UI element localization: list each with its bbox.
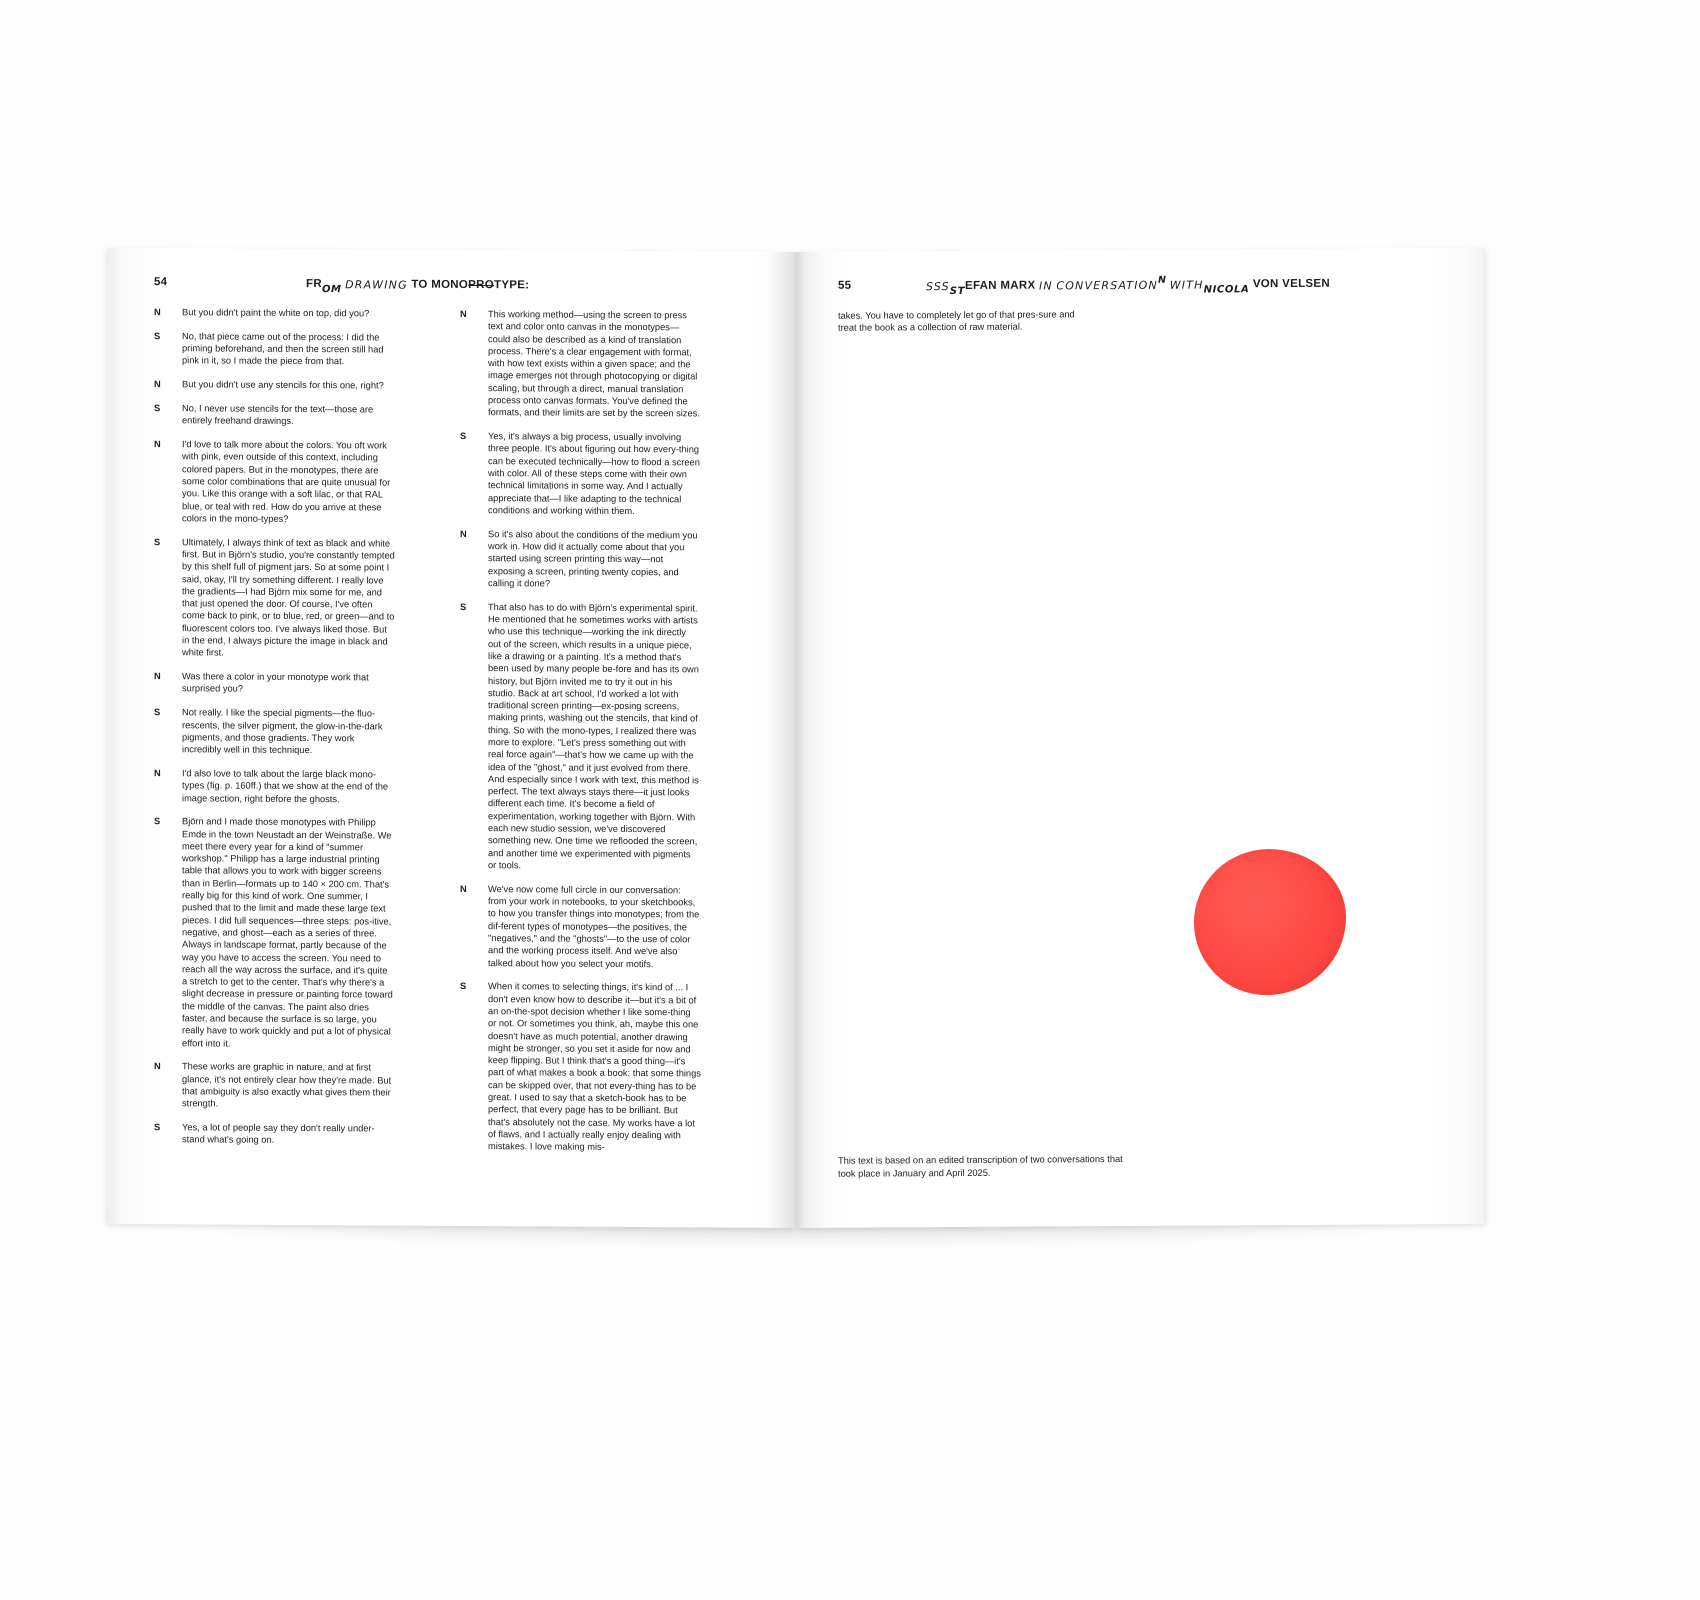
qa-text: I'd love to talk more about the colors. You oft work with pink, even outside of this context, including colored papers. But in the monotypes, there are some color combinations that are quite unusual for you. Like this orange with a soft lilac, or that RAL blue, or teal with red. How do you arrive at these colors in the mono-types? (182, 439, 391, 524)
speaker-label: N (460, 308, 467, 319)
runhead-part-conversation: CONVERSATION (1056, 278, 1158, 292)
speaker-label: N (154, 1061, 161, 1072)
red-ink-blob (1194, 849, 1346, 996)
right-page (796, 248, 1484, 1228)
qa-block (154, 330, 395, 368)
speaker-label: S (154, 816, 161, 827)
runhead-part-nicola: NICOLA (1203, 284, 1250, 296)
speaker-label: N (154, 379, 161, 390)
qa-text: But you didn't use any stencils for this one, right? (182, 379, 384, 391)
qa-block (460, 430, 701, 518)
runhead-part-marx: MARX (1000, 279, 1036, 292)
qa-text: No, that piece came out of the process: I did the priming beforehand, and then the screen still had pink in it, so I made the piece from that. (182, 331, 384, 367)
qa-block (460, 308, 701, 420)
right-column-one (838, 308, 1083, 346)
qa-block (460, 528, 701, 591)
qa-block (154, 438, 395, 526)
qa-block (154, 706, 395, 757)
runhead-part-with: WITH (1169, 278, 1204, 292)
qa-text: Björn and I made those monotypes with Philipp Emde in the town Neustadt an der Weinstraße. We meet there every year for a kind of "summer workshop." Philipp has a large industrial printing table that allows you to work with bigger screens than in Berlin—formats up to 140 × 200 cm. That's really big for this kind of work. One summer, I pushed that to the limit and made these large text pieces. I did full sequences—three steps: pos-itive, negative, and ghost—each as a series of three. Always in landscape format, partly because of the way you have to access the screen. You need to reach all the way across the surface, and it's quite a stretch to get to the center. That's why there's a slight decrease in pressure or painting force toward the middle of the canvas. The paint also dries faster, and because the surface is so large, you really have to work quickly and put a lot of physical effort into it. (182, 816, 393, 1049)
qa-text: Not really. I like the special pigments—the fluo-rescents, the silver pigment, the glow-in-the-dark pigments, and those gradients. They work incredibly well in this technique. (182, 707, 383, 756)
runhead-part-von-velsen: VON VELSEN (1252, 277, 1330, 291)
qa-block (154, 536, 395, 660)
speaker-label: N (154, 671, 161, 682)
runhead-part-om: OM (321, 284, 342, 296)
qa-text: Yes, it's always a big process, usually involving three people. It's about figuring out how every-thing can be executed technically—how to flood a screen with color. All of these steps come with their own technical limitations in some way. And I actually appreciate that—I like adapting to the technical conditions and working within them. (488, 431, 700, 516)
qa-block (154, 402, 395, 428)
continuation-paragraph: takes. You have to completely let go of that pres-sure and treat the book as a collection of raw material. (838, 309, 1075, 334)
speaker-label: S (154, 403, 161, 414)
qa-block (154, 670, 395, 696)
runhead-part-pro-struck: PRO (468, 278, 494, 292)
speaker-label: S (460, 981, 467, 992)
speaker-label: N (460, 883, 467, 894)
colophon-note: This text is based on an edited transcription of two conversations that took place in January and April 2025. (838, 1154, 1123, 1179)
runhead-part-drawing: DRAWING (345, 277, 408, 292)
runhead-part-in: IN (1038, 278, 1053, 293)
speaker-label: S (154, 536, 161, 547)
runhead-part-to: TO (411, 278, 428, 291)
speaker-label: S (154, 330, 161, 341)
speaker-label: S (154, 1122, 161, 1133)
folio-left: 54 (154, 276, 168, 289)
qa-text: Ultimately, I always think of text as black and white first. But in Björn's studio, you're constantly tempted by this shelf full of pigment jars. So at some point I said, okay, I'll try something different. I really love the gradients—I had Björn mix some for me, and that just opened the door. Of course, I've often come back to pink, or to blue, red, or green—and to fluorescent colors too. I've always liked those. But in the end, I always picture the image in black and white first. (182, 536, 395, 658)
runhead-part-from: FR (306, 278, 322, 291)
qa-text: These works are graphic in nature, and at first glance, it's not entirely clear how they're made. But that ambiguity is also exactly what gives them their strength. (182, 1061, 392, 1109)
qa-text: I'd also love to talk about the large black mono-types (fig. p. 160ff.) that we show at the end of the image section, right before the ghosts. (182, 768, 389, 804)
qa-text: No, I never use stencils for the text—those are entirely freehand drawings. (182, 403, 374, 427)
right-page-edge (1483, 258, 1484, 1214)
qa-block (154, 1061, 395, 1112)
speaker-label: N (154, 307, 161, 318)
speaker-label: S (154, 707, 161, 718)
running-head-right (926, 276, 1446, 297)
qa-text: That also has to do with Björn's experimental spirit. He mentioned that he sometimes works with artists who use this technique—working the ink directly out of the screen, which results in a unique piece, like a drawing or a painting. It's a method that's been used by many people be-fore and has its own history, but Björn invited me to try it out in his studio. Back at art school, I'd worked a lot with traditional screen printing—ex-posing screens, making prints, washing out the stencils, that kind of thing. So with the mono-types, I realized there was more to explore. "Let's press something out with real force again"—that's how we came up with the idea of the "ghost," and it just evolved from there. And especially since I work with text, this method is perfect. The text always stays there—it just looks different each time. It's become a field of experimentation, working together with Björn. With each new studio session, we've discovered something new. One time we reflooded the screen, and another time we experimented with pigments or tools. (488, 601, 699, 871)
speaker-label: N (154, 439, 161, 450)
speaker-label: N (460, 528, 467, 539)
runhead-part-st: ST (949, 285, 965, 298)
qa-block (460, 883, 701, 971)
runhead-part-caret: N (1157, 274, 1167, 286)
left-page-edge (108, 258, 109, 1214)
qa-block (154, 1121, 395, 1147)
runhead-part-sss: SSS (926, 279, 950, 293)
qa-block (154, 306, 395, 320)
runhead-part-mono: MONO (431, 278, 469, 291)
speaker-label: S (460, 601, 467, 612)
qa-block (154, 767, 395, 805)
qa-text: Yes, a lot of people say they don't really under-stand what's going on. (182, 1122, 375, 1146)
speaker-label: S (460, 431, 467, 442)
qa-text: But you didn't paint the white on top, did you? (182, 307, 370, 319)
qa-text: So it's also about the conditions of the medium you work in. How did it actually come about that you started using screen printing this way—not exposing a screen, printing twenty copies, and calling it done? (488, 528, 698, 589)
qa-block (154, 378, 395, 392)
folio-right: 55 (838, 279, 852, 292)
running-head-left (306, 277, 736, 298)
qa-text: When it comes to selecting things, it's kind of ... I don't even know how to describe it—but it's a bit of an on-the-spot decision whether I like some-thing or not. Or sometimes you think, ah, maybe this one doesn't have as much potential, another drawing might be stronger, so you set it aside for now and keep flipping. But I think that's a good thing—it's part of what makes a book a book: that some things can be skipped over, that not every-thing has to be great. I used to say that a sketch-book has to be perfect, that every page has to be brilliant. But that's absolutely not the case. My works have a lot of flaws, and I actually really enjoy dealing with mistakes. I love making mis- (488, 981, 701, 1153)
qa-text: We've now come full circle in our conversation: from your work in notebooks, to your sketchbooks, to how you transfer things into monotypes; from the dif-ferent types of monotypes—the positives, the "negatives," and the "ghosts"—to the use of color and the working process itself. And we've also talked about how you select your motifs. (488, 883, 700, 969)
qa-text: Was there a color in your monotype work that surprised you? (182, 671, 369, 695)
runhead-part-efan: EFAN (965, 279, 997, 292)
left-page (108, 248, 796, 1228)
left-column-two (460, 308, 701, 1165)
qa-block (460, 980, 701, 1154)
runhead-part-type: TYPE: (494, 279, 530, 292)
speaker-label: N (154, 767, 161, 779)
qa-block (460, 601, 701, 873)
book-spread (108, 252, 1484, 1228)
left-column-one (154, 306, 395, 1159)
qa-text: This working method—using the screen to press text and color onto canvas in the monotypes—could also be described as a kind of translation process. There's a clear engagement with format, with how text exists within a given space; and the image emerges not through photocopying or digital scaling, but through a direct, manual translation process onto canvas formats. You've defined the formats, and their limits are set by the screen sizes. (488, 309, 700, 419)
qa-block (154, 815, 395, 1050)
